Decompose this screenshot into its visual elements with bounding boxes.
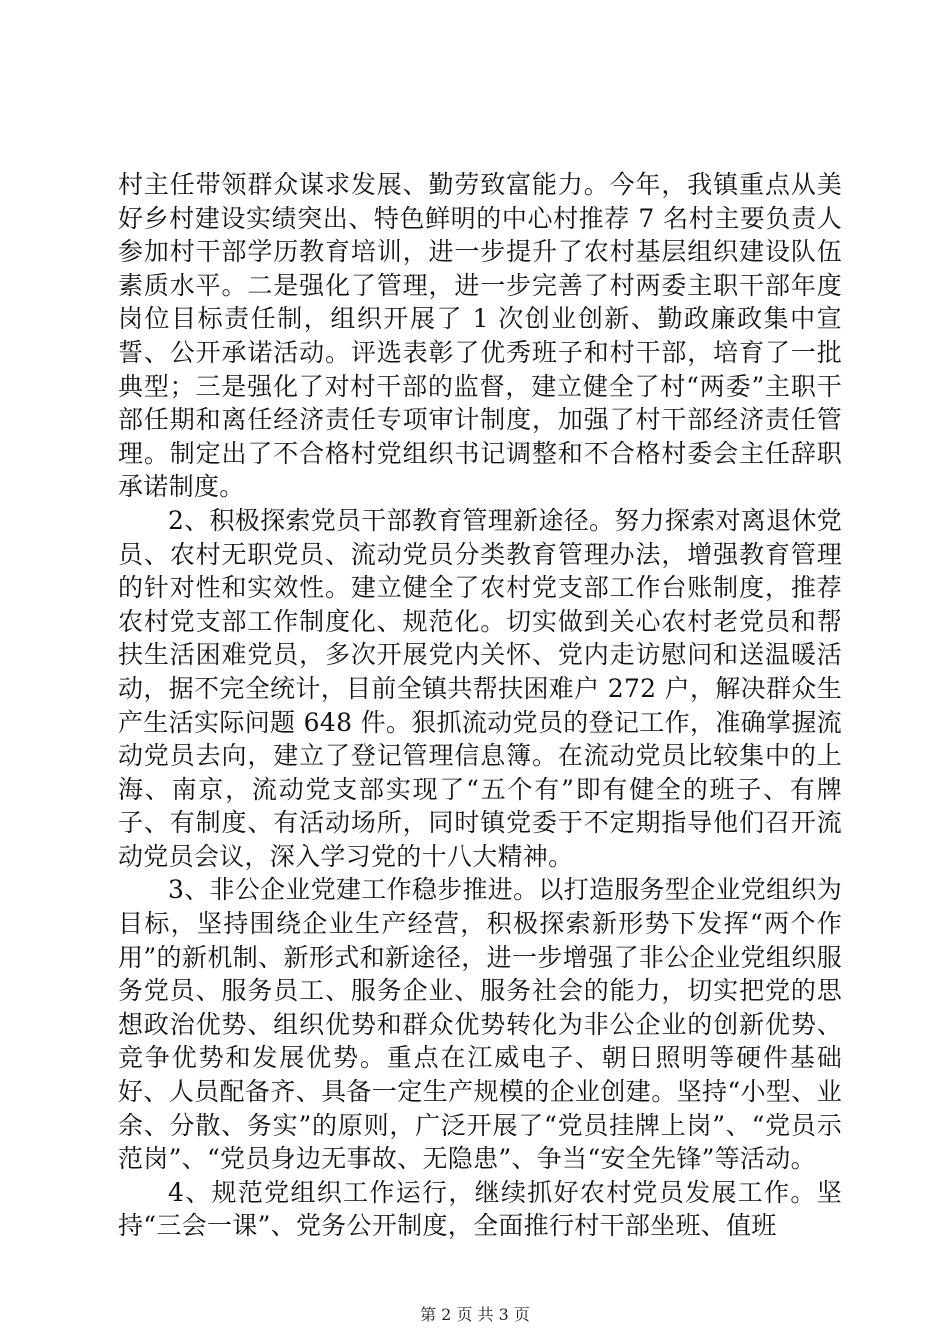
paragraph-2: 2、积极探索党员干部教育管理新途径。努力探索对离退休党员、农村无职党员、流动党员分类教育管理办法，增强教育管理的针对性和实效性。建立健全了农村党支部工作台账制度，推荐农村党支部工作制度化、规范化。切实做到关心农村老党员和帮扶生活困难党员，多次开展党内关怀、党内走访慰问和送温暖活动，据不完全统计，目前全镇共帮扶困难户 272 户，解决群众生产生活实际问题 648 件。狠抓流动党员的登记工作，准确掌握流动党员去向，建立了登记管理信息簿。在流动党员比较集中的上海、南京，流动党支部实现了“五个有”即有健全的班子、有牌子、有制度、有活动场所，同时镇党委于不定期指导他们召开流动党员会议，深入学习党的十八大精神。 [118, 505, 843, 871]
paragraph-4: 4、规范党组织工作运行，继续抓好农村党员发展工作。坚持“三会一课”、党务公开制度，全面推行村干部坐班、值班 [118, 1177, 842, 1241]
page-footer: 第 2 页 共 3 页 [420, 1305, 530, 1324]
document-body [118, 168, 842, 1243]
paragraph-3: 3、非公企业党建工作稳步推进。以打造服务型企业党组织为目标，坚持围绕企业生产经营，积极探索新形势下发挥“两个作用”的新机制、新形式和新途径，进一步增强了非公企业党组织服务党员、服务员工、服务企业、服务社会的能力，切实把党的思想政治优势、组织优势和群众优势转化为非公企业的创新优势、竞争优势和发展优势。重点在江威电子、朝日照明等硬件基础好、人员配备齐、具备一定生产规模的企业创建。坚持“小型、业余、分散、务实”的原则，广泛开展了“党员挂牌上岗”、“党员示范岗”、“党员身边无事故、无隐患”、争当“安全先锋”等活动。 [118, 875, 843, 1174]
paragraph-1: 村主任带领群众谋求发展、勤劳致富能力。今年，我镇重点从美好乡村建设实绩突出、特色鲜明的中心村推荐 7 名村主要负责人参加村干部学历教育培训，进一步提升了农村基层组织建设队伍素质水平。二是强化了管理，进一步完善了村两委主职干部年度岗位目标责任制，组织开展了 1 次创业创新、勤政廉政集中宣誓、公开承诺活动。评选表彰了优秀班子和村干部，培育了一批典型；三是强化了对村干部的监督，建立健全了村“两委”主职干部任期和离任经济责任专项审计制度，加强了村干部经济责任管理。制定出了不合格村党组织书记调整和不合格村委会主任辞职承诺制度。 [118, 170, 842, 502]
